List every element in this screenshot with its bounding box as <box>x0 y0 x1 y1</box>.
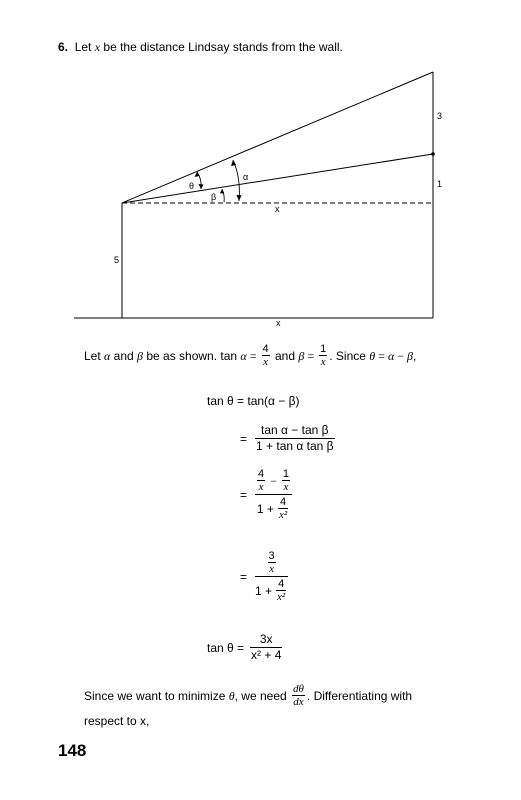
intro-alpha-3: α <box>387 348 395 363</box>
derivation-line-1: tan θ = tan(α − β) <box>207 394 300 408</box>
tan-alpha-fraction <box>262 343 270 368</box>
denominator: x <box>283 481 289 493</box>
one-over-x <box>282 468 290 493</box>
label-3: 3 <box>437 111 443 121</box>
label-theta: θ <box>189 181 195 191</box>
closing-theta: θ <box>228 688 235 703</box>
final-denominator: x² + 4 <box>251 648 282 662</box>
denominator: x² <box>277 591 286 603</box>
closing-text-1: Since we want to minimize <box>84 688 229 703</box>
numerator: 4 <box>279 496 287 508</box>
compound-numerator <box>255 468 292 493</box>
final-numerator: 3x <box>259 632 273 646</box>
problem-statement <box>58 40 343 54</box>
label-beta: β <box>211 192 217 202</box>
intro-text-5: . Since <box>329 348 370 363</box>
four-over-x-squared <box>276 578 286 603</box>
four-over-x-squared <box>278 496 288 521</box>
one-plus: 1 + <box>255 583 273 598</box>
derivative-fraction <box>292 683 305 708</box>
derivation-step-3 <box>240 550 290 603</box>
compound-fraction-1 <box>255 468 292 521</box>
problem-var: x <box>94 40 101 54</box>
equals-sign: = <box>240 431 248 446</box>
numerator: 1 <box>282 468 290 480</box>
derivation-step-1 <box>240 423 337 454</box>
intro-minus: − <box>394 348 408 363</box>
minus-sign: − <box>270 473 277 488</box>
closing-line-2: respect to x, <box>84 714 150 728</box>
alpha-arrow-down <box>237 195 242 201</box>
fraction-denominator: 1 + tan α tan β <box>256 439 334 453</box>
intro-comma: , <box>413 348 417 363</box>
intro-beta: β <box>137 348 144 363</box>
denominator: x <box>269 563 275 575</box>
intro-equals-1: = <box>246 348 260 363</box>
derivative-denominator: dx <box>293 696 304 708</box>
sight-line-top <box>122 72 433 203</box>
final-lhs: tan θ = <box>207 640 245 655</box>
problem-text-before: Let <box>74 40 92 54</box>
problem-text-after: be the distance Lindsay stands from the wall. <box>103 40 343 54</box>
equals-sign: = <box>240 569 248 584</box>
closing-text-2: , we need <box>234 688 291 703</box>
fraction-numerator: tan α − tan β <box>261 423 329 437</box>
tan-alpha-numerator: 4 <box>262 343 269 355</box>
final-fraction <box>250 632 282 663</box>
intro-beta-2: β <box>298 348 305 363</box>
denominator: x <box>258 481 264 493</box>
closing-line-1 <box>84 683 412 708</box>
geometry-figure <box>0 60 521 330</box>
closing-text-3: . Differentiating with <box>306 688 413 703</box>
intro-equals-2: = <box>304 348 318 363</box>
denominator: x² <box>278 509 288 521</box>
intro-equals-3: = <box>375 348 388 363</box>
theta-arrow-down <box>199 184 204 189</box>
label-5: 5 <box>114 255 120 265</box>
wall-point <box>431 152 435 156</box>
four-over-x <box>257 468 265 493</box>
main-fraction-bar <box>255 494 292 495</box>
tan-alpha-denominator: x <box>263 356 269 368</box>
intro-theta: θ <box>369 348 376 363</box>
sight-line-bottom <box>122 154 433 203</box>
compound-denominator <box>257 496 290 521</box>
intro-text-1: Let <box>84 348 105 363</box>
final-result <box>207 632 284 663</box>
intro-text-3: be as shown. tan <box>143 348 241 363</box>
page-number: 148 <box>58 741 87 760</box>
derivation-step-2 <box>240 468 294 521</box>
three-over-x <box>268 550 276 575</box>
intro-sentence <box>84 343 416 368</box>
intro-alpha: α <box>104 348 111 363</box>
main-fraction-bar <box>255 576 288 577</box>
beta-arrow-up <box>220 189 224 194</box>
tan-beta-fraction <box>319 343 327 368</box>
tan-beta-numerator: 1 <box>320 343 327 355</box>
alpha-arc <box>233 160 239 201</box>
compound-fraction-2 <box>255 550 288 603</box>
intro-beta-3: β <box>407 348 414 363</box>
problem-number: 6. <box>58 40 69 54</box>
tan-difference-fraction <box>255 423 335 454</box>
label-alpha: α <box>243 172 249 182</box>
intro-alpha-2: α <box>240 348 247 363</box>
intro-text-4: and <box>271 348 299 363</box>
compound-denominator <box>255 578 288 603</box>
numerator: 4 <box>258 468 265 480</box>
label-1: 1 <box>437 179 443 189</box>
intro-text-2: and <box>110 348 138 363</box>
tan-beta-denominator: x <box>320 356 326 368</box>
label-x-ground: x <box>276 318 281 328</box>
numerator: 3 <box>268 550 275 562</box>
numerator: 4 <box>278 578 285 590</box>
derivative-numerator: dθ <box>293 683 304 695</box>
one-plus: 1 + <box>256 501 274 516</box>
equals-sign: = <box>240 487 248 502</box>
label-x-dashed: x <box>275 204 280 214</box>
